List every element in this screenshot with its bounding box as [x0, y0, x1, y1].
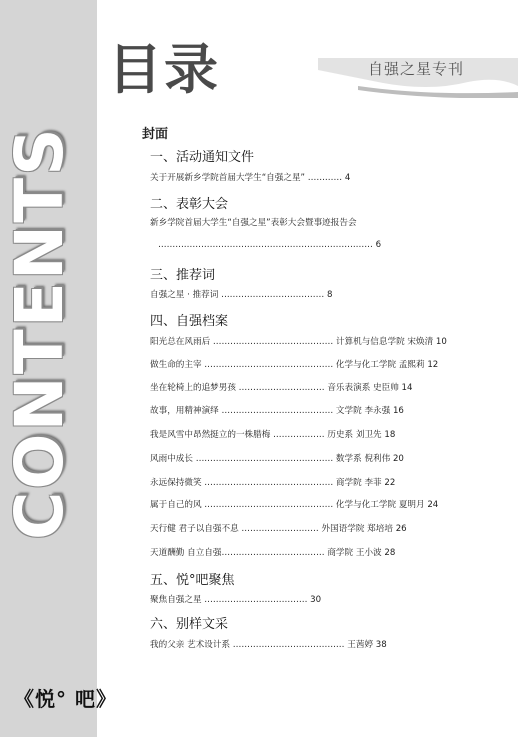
toc-entry[interactable]: 自强之星 · 推荐词 ……………………………… 8 — [150, 290, 333, 300]
toc-section-3[interactable]: 三、推荐词 — [150, 268, 216, 283]
toc-entry[interactable]: 天行健 君子以自强不息 ……………………… 外国语学院 郑培培 26 — [150, 524, 407, 534]
toc-section-6[interactable]: 六、别样文采 — [150, 617, 229, 632]
toc-section-2[interactable]: 二、表彰大会 — [150, 197, 229, 212]
toc-entry[interactable]: 故事，用精神演绎 ………………………………… 文学院 李永强 16 — [150, 406, 404, 416]
toc-entry[interactable]: 天道酬勤 自立自强……………………………… 商学院 王小波 28 — [150, 548, 396, 558]
sidebar-band — [0, 0, 117, 737]
brand-label: 《悦° 吧》 — [14, 687, 117, 711]
toc-entry[interactable]: 聚焦自强之星 ……………………………… 30 — [150, 595, 322, 605]
toc-section-1[interactable]: 一、活动通知文件 — [150, 150, 255, 165]
toc-entry[interactable]: 风雨中成长 ………………………………………… 数学系 倪利伟 20 — [150, 454, 404, 464]
page-title: 目录 — [108, 38, 220, 101]
toc-entry[interactable]: 做生命的主宰 ……………………………………… 化学与化工学院 孟熙莉 12 — [150, 360, 439, 370]
toc-section-4[interactable]: 四、自强档案 — [150, 314, 229, 329]
toc-entry[interactable]: 我的父亲 艺术设计系 ………………………………… 王茜婷 38 — [150, 640, 387, 650]
contents-vertical-word: CONTENTS — [1, 126, 78, 540]
toc-entry[interactable]: 永远保持微笑 ……………………………………… 商学院 李菲 22 — [150, 478, 396, 488]
toc-cover[interactable]: 封面 — [142, 127, 169, 142]
toc-entry[interactable]: 我是风雪中昂然挺立的一株腊梅 ……………… 历史系 刘卫先 18 — [150, 430, 396, 440]
toc-entry[interactable]: 坐在轮椅上的追梦男孩 ………………………… 音乐表演系 史臣帅 14 — [150, 383, 413, 393]
toc-entry[interactable]: 新乡学院首届大学生“自强之星”表彰大会暨事迹报告会 — [150, 218, 357, 228]
toc-entry[interactable]: 阳光总在风雨后 …………………………………… 计算机与信息学院 宋焕清 10 — [150, 337, 447, 347]
toc-entry[interactable]: 属于自己的风 ……………………………………… 化学与化工学院 夏明月 24 — [150, 500, 439, 510]
toc-section-5[interactable]: 五、悦°吧聚焦 — [150, 573, 235, 588]
toc-entry[interactable]: ………………………………………………………………… 6 — [158, 240, 382, 250]
ribbon-label: 自强之星专刊 — [368, 60, 465, 78]
toc-entry[interactable]: 关于开展新乡学院首届大学生“自强之星” ………… 4 — [150, 173, 351, 183]
